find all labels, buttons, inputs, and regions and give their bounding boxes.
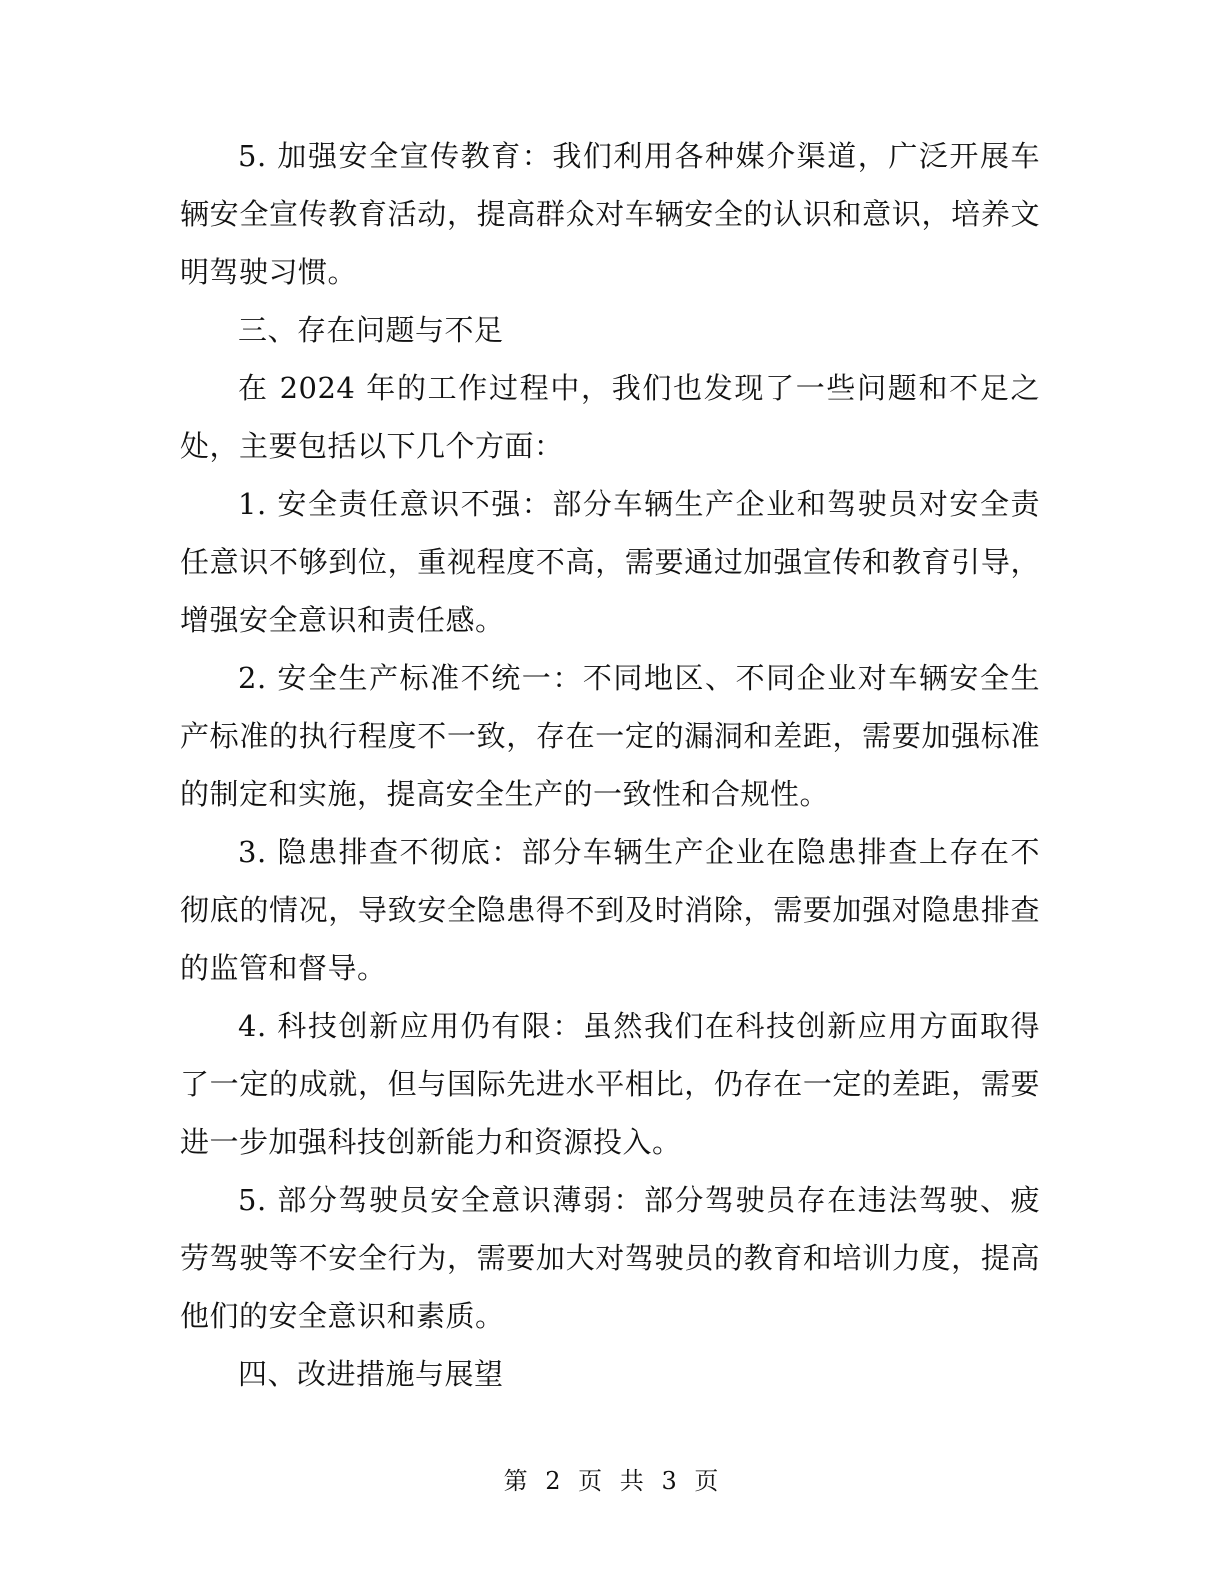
section-heading-problems: 三、存在问题与不足 [238, 313, 504, 347]
document-body [180, 127, 1040, 1403]
list-item-publicity-education: 5. 加强安全宣传教育：我们利用各种媒介渠道，广泛开展车辆安全宣传教育活动，提高群众对车辆安全的认识和意识，培养文明驾驶习惯。 [180, 139, 1040, 289]
paragraph-problems-intro: 在 2024 年的工作过程中，我们也发现了一些问题和不足之处，主要包括以下几个方面： [180, 371, 1040, 463]
list-item-standards: 2. 安全生产标准不统一：不同地区、不同企业对车辆安全生产标准的执行程度不一致，存在一定的漏洞和差距，需要加强标准的制定和实施，提高安全生产的一致性和合规性。 [180, 661, 1040, 811]
section-heading-improvements: 四、改进措施与展望 [238, 1357, 504, 1391]
list-item-tech-innovation: 4. 科技创新应用仍有限：虽然我们在科技创新应用方面取得了一定的成就，但与国际先进水平相比，仍存在一定的差距，需要进一步加强科技创新能力和资源投入。 [180, 1009, 1040, 1159]
list-item-responsibility: 1. 安全责任意识不强：部分车辆生产企业和驾驶员对安全责任意识不够到位，重视程度不高，需要通过加强宣传和教育引导，增强安全意识和责任感。 [180, 487, 1040, 637]
list-item-driver-awareness: 5. 部分驾驶员安全意识薄弱：部分驾驶员存在违法驾驶、疲劳驾驶等不安全行为，需要加大对驾驶员的教育和培训力度，提高他们的安全意识和素质。 [180, 1183, 1040, 1333]
page-number-footer: 第 2 页 共 3 页 [503, 1467, 721, 1495]
list-item-hazard-inspection: 3. 隐患排查不彻底：部分车辆生产企业在隐患排查上存在不彻底的情况，导致安全隐患得不到及时消除，需要加强对隐患排查的监管和督导。 [180, 835, 1040, 985]
